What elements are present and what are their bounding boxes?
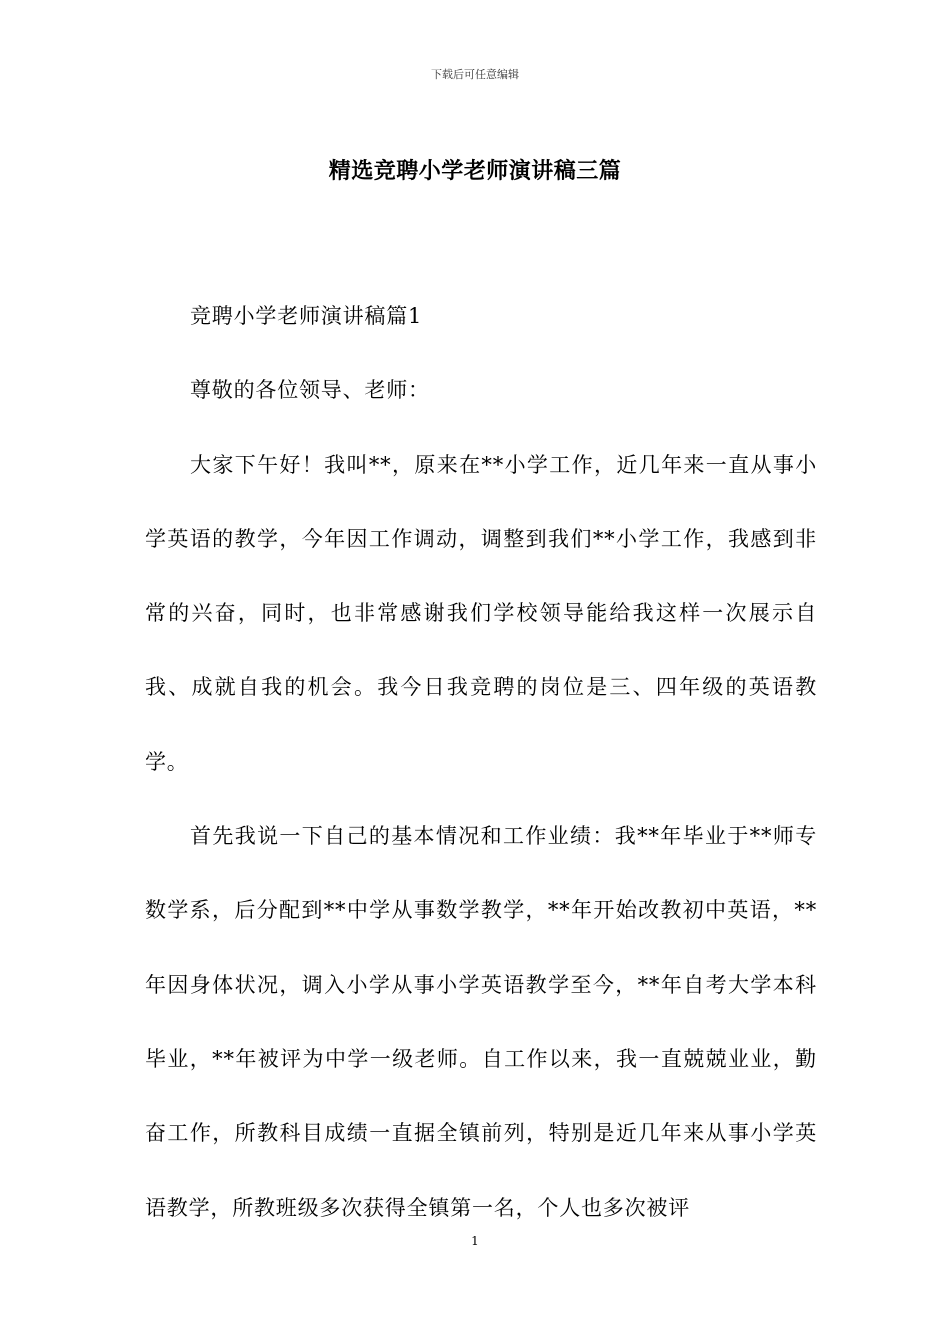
document-body: [145, 279, 817, 1245]
download-note: 下载后可任意编辑: [431, 68, 519, 81]
paragraph-background: 首先我说一下自己的基本情况和工作业绩：我**年毕业于**师专数学系，后分配到**中学从事数学教学，**年开始改教初中英语，**年因身体状况，调入小学从事小学英语教学至今，**年自考大学本科毕业，**年被评为中学一级老师。自工作以来，我一直兢兢业业，勤奋工作，所教科目成绩一直据全镇前列，特别是近几年来从事小学英语教学，所教班级多次获得全镇第一名，个人也多次被评: [145, 824, 817, 1220]
section-heading: 竞聘小学老师演讲稿篇1: [190, 304, 423, 328]
paragraph-intro: 大家下午好！我叫**，原来在**小学工作，近几年来一直从事小学英语的教学，今年因工作调动，调整到我们**小学工作，我感到非常的兴奋，同时，也非常感谢我们学校领导能给我这样一次展示自我、成就自我的机会。我今日我竞聘的岗位是三、四年级的英语教学。: [145, 452, 817, 774]
document-title: 精选竞聘小学老师演讲稿三篇: [328, 158, 622, 184]
page-number: 1: [471, 1234, 479, 1248]
salutation: 尊敬的各位领导、老师：: [190, 378, 430, 403]
